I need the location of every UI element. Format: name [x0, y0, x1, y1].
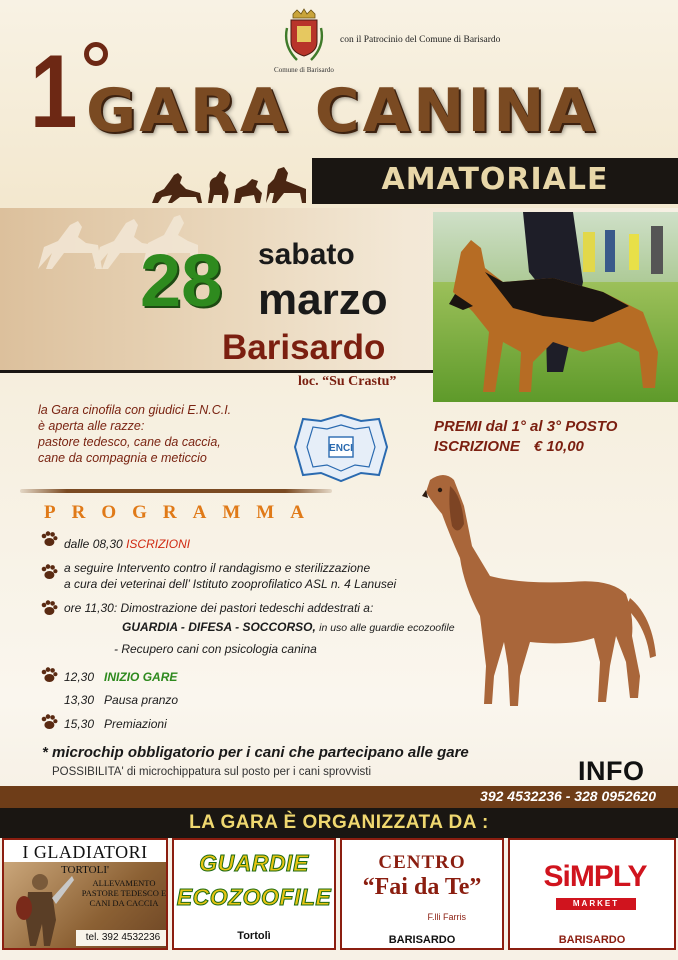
- event-location: loc. “Su Crastu”: [298, 374, 397, 389]
- paw-icon: [40, 531, 58, 547]
- paw-icon: [40, 714, 58, 730]
- program-item-3-detail: [122, 619, 455, 636]
- program-item-time: 13,30: [64, 693, 95, 707]
- section-divider: [20, 489, 332, 493]
- edition-degree-mark: [84, 42, 108, 66]
- fee-label: ISCRIZIONE: [434, 438, 520, 455]
- organizers-title: LA GARA È ORGANIZZATA DA :: [189, 812, 489, 833]
- info-phones: 392 4532236 - 328 0952620: [480, 788, 656, 804]
- hound-dog-photo: [420, 466, 665, 716]
- sponsor-town: BARISARDO: [388, 934, 456, 946]
- svg-text:ENCI: ENCI: [329, 443, 353, 454]
- band-underline: [0, 370, 433, 373]
- intro-line: la Gara cinofila con giudici E.N.C.I.: [38, 403, 232, 417]
- sponsor-description: [78, 878, 168, 908]
- program-item-line: a cura dei veterinai dell’ Istituto zooprofilatico ASL n. 4 Lanusei: [64, 577, 397, 591]
- sponsor-description-line: PASTORE TEDESCO E: [81, 888, 167, 898]
- municipal-crest-icon: [283, 8, 325, 66]
- crest-caption: Comune di Barisardo: [274, 66, 334, 74]
- prizes-block: [434, 417, 617, 457]
- fee-line: [434, 437, 617, 457]
- program-item-line: ore 11,30: Dimostrazione dei pastori tedeschi addestrati a:: [64, 601, 374, 615]
- program-item-emphasis: GUARDIA - DIFESA - SOCCORSO,: [122, 620, 316, 634]
- german-shepherd-photo: [433, 212, 678, 402]
- program-item-line: in uso alle guardie ecozoofile: [319, 622, 455, 634]
- event-weekday: sabato: [258, 238, 355, 271]
- sponsor-logo-text: SiMPLY: [543, 860, 647, 893]
- sponsor-description-line: ALLEVAMENTO: [92, 878, 156, 888]
- paw-icon: [40, 600, 58, 616]
- sponsor-name: GUARDIE: [199, 850, 309, 876]
- sponsor-centro-fai-da-te: [340, 838, 504, 950]
- program-item-3: [64, 600, 373, 616]
- sponsor-town: TORTOLI': [61, 864, 109, 876]
- edition-number: 1: [30, 34, 75, 150]
- patronage-text: con il Patrocinio del Comune di Barisardo: [340, 35, 501, 45]
- intro-line: pastore tedesco, cane da caccia,: [38, 435, 221, 449]
- fee-value: € 10,00: [533, 438, 584, 455]
- sponsor-name: ECOZOOFILE: [176, 884, 332, 910]
- sponsor-guardie-ecozoofile: [172, 838, 336, 950]
- program-item-5: [64, 692, 178, 708]
- program-item-3-extra: - Recupero cani con psicologia canina: [114, 642, 317, 656]
- sponsor-description-line: CANI DA CACCIA: [89, 898, 159, 908]
- program-item-time: 15,30: [64, 717, 95, 731]
- program-item-text: INIZIO GARE: [104, 670, 178, 684]
- program-item-time: 12,30: [64, 670, 95, 684]
- program-item-line: a seguire Intervento contro il randagismo e sterilizzazione: [64, 561, 371, 575]
- sponsor-name: I GLADIATORI: [22, 842, 148, 862]
- program-item-time: dalle 08,30: [64, 537, 123, 551]
- sponsor-town: Tortolì: [237, 930, 271, 942]
- event-month: marzo: [258, 275, 388, 324]
- program-item-1: [64, 536, 190, 552]
- sponsor-name: CENTRO: [378, 852, 466, 873]
- program-item-6: [64, 716, 167, 732]
- sponsor-gladiatori: [2, 838, 168, 950]
- intro-line: cane da compagnia e meticcio: [38, 451, 207, 465]
- paw-icon: [40, 564, 58, 580]
- program-item-2: [64, 560, 396, 592]
- sponsor-phone: tel. 392 4532236: [76, 930, 168, 946]
- sponsor-owner: F.lli Farris: [427, 912, 466, 922]
- sponsor-name: “Fai da Te”: [362, 874, 482, 900]
- microchip-subnote: POSSIBILITA' di microchippatura sul posto per i cani sprovvisti: [52, 766, 372, 778]
- program-item-text: ISCRIZIONI: [126, 537, 191, 551]
- event-day-number: 28: [140, 239, 223, 322]
- program-item-text: Pausa pranzo: [104, 693, 179, 707]
- info-label: INFO: [578, 756, 645, 786]
- enci-logo-icon: [291, 413, 391, 483]
- gladiator-figure-icon: [10, 868, 74, 948]
- program-item-4: [64, 669, 177, 685]
- sponsor-simply-market: [508, 838, 676, 950]
- sponsor-logo-subtext: MARKET: [556, 898, 636, 910]
- dog-silhouettes-icon: [150, 163, 310, 205]
- event-city: Barisardo: [222, 328, 386, 367]
- intro-line: è aperta alle razze:: [38, 419, 145, 433]
- page-subtitle: AMATORIALE: [381, 162, 609, 197]
- program-title: PROGRAMMA: [44, 502, 320, 523]
- program-item-text: Premiazioni: [104, 717, 167, 731]
- prizes-line: PREMI dal 1° al 3° POSTO: [434, 418, 618, 435]
- microchip-note: * microchip obbligatorio per i cani che partecipano alle gare: [42, 744, 469, 761]
- paw-icon: [40, 667, 58, 683]
- page-title: GARA CANINA: [86, 76, 598, 146]
- intro-text: [38, 402, 231, 466]
- sponsor-town: BARISARDO: [558, 934, 626, 946]
